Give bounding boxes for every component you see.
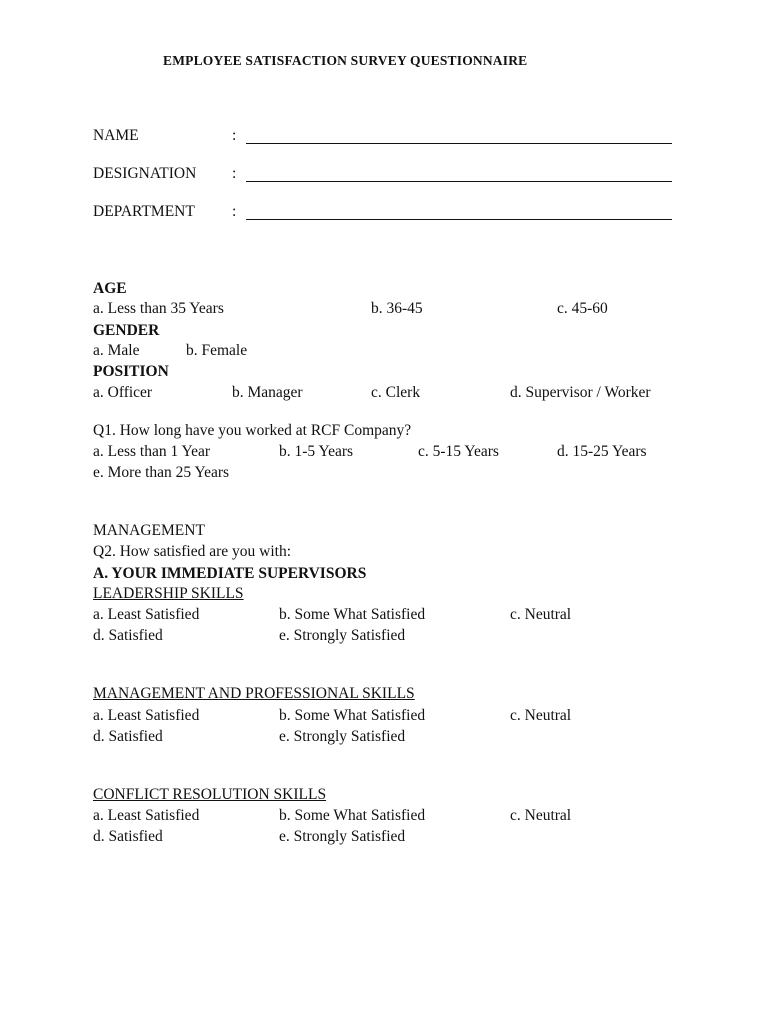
q2-question: Q2. How satisfied are you with: xyxy=(93,543,292,560)
designation-colon: : xyxy=(232,165,237,182)
supervisors-subheading: A. YOUR IMMEDIATE SUPERVISORS xyxy=(93,565,367,582)
position-heading: POSITION xyxy=(93,363,169,380)
leadership-option-a[interactable]: a. Least Satisfied xyxy=(93,606,200,623)
q1-option-d[interactable]: d. 15-25 Years xyxy=(557,443,647,460)
position-option-d[interactable]: d. Supervisor / Worker xyxy=(510,384,651,401)
name-colon: : xyxy=(232,127,237,144)
page-title: EMPLOYEE SATISFACTION SURVEY QUESTIONNAIRE xyxy=(163,53,528,68)
q1-question: Q1. How long have you worked at RCF Company? xyxy=(93,422,412,439)
position-option-b[interactable]: b. Manager xyxy=(232,384,303,401)
age-option-a[interactable]: a. Less than 35 Years xyxy=(93,300,224,317)
mgmt-prof-option-a[interactable]: a. Least Satisfied xyxy=(93,707,200,724)
position-option-a[interactable]: a. Officer xyxy=(93,384,153,401)
position-option-c[interactable]: c. Clerk xyxy=(371,384,421,401)
leadership-skills-title: LEADERSHIP SKILLS xyxy=(93,585,244,602)
age-option-b[interactable]: b. 36-45 xyxy=(371,300,423,317)
designation-field[interactable] xyxy=(246,181,672,182)
conflict-option-b[interactable]: b. Some What Satisfied xyxy=(279,807,426,824)
management-heading: MANAGEMENT xyxy=(93,522,205,539)
conflict-resolution-skills-title: CONFLICT RESOLUTION SKILLS xyxy=(93,786,327,803)
gender-heading: GENDER xyxy=(93,322,160,339)
q1-option-e[interactable]: e. More than 25 Years xyxy=(93,464,230,481)
leadership-option-b[interactable]: b. Some What Satisfied xyxy=(279,606,426,623)
conflict-option-c[interactable]: c. Neutral xyxy=(510,807,572,824)
designation-label: DESIGNATION xyxy=(93,165,197,182)
mgmt-prof-option-e[interactable]: e. Strongly Satisfied xyxy=(279,728,406,745)
conflict-option-d[interactable]: d. Satisfied xyxy=(93,828,163,845)
department-colon: : xyxy=(232,203,237,220)
department-label: DEPARTMENT xyxy=(93,203,195,220)
department-field[interactable] xyxy=(246,219,672,220)
conflict-option-e[interactable]: e. Strongly Satisfied xyxy=(279,828,406,845)
mgmt-prof-option-b[interactable]: b. Some What Satisfied xyxy=(279,707,426,724)
age-heading: AGE xyxy=(93,280,127,297)
leadership-option-d[interactable]: d. Satisfied xyxy=(93,627,163,644)
q1-option-a[interactable]: a. Less than 1 Year xyxy=(93,443,211,460)
q1-option-c[interactable]: c. 5-15 Years xyxy=(418,443,499,460)
q1-option-b[interactable]: b. 1-5 Years xyxy=(279,443,354,460)
gender-option-b[interactable]: b. Female xyxy=(186,342,248,359)
leadership-option-e[interactable]: e. Strongly Satisfied xyxy=(279,627,406,644)
management-professional-skills-title: MANAGEMENT AND PROFESSIONAL SKILLS xyxy=(93,685,415,702)
age-option-c[interactable]: c. 45-60 xyxy=(557,300,608,317)
gender-option-a[interactable]: a. Male xyxy=(93,342,140,359)
name-label: NAME xyxy=(93,127,139,144)
leadership-option-c[interactable]: c. Neutral xyxy=(510,606,572,623)
mgmt-prof-option-c[interactable]: c. Neutral xyxy=(510,707,572,724)
mgmt-prof-option-d[interactable]: d. Satisfied xyxy=(93,728,163,745)
name-field[interactable] xyxy=(246,143,672,144)
conflict-option-a[interactable]: a. Least Satisfied xyxy=(93,807,200,824)
